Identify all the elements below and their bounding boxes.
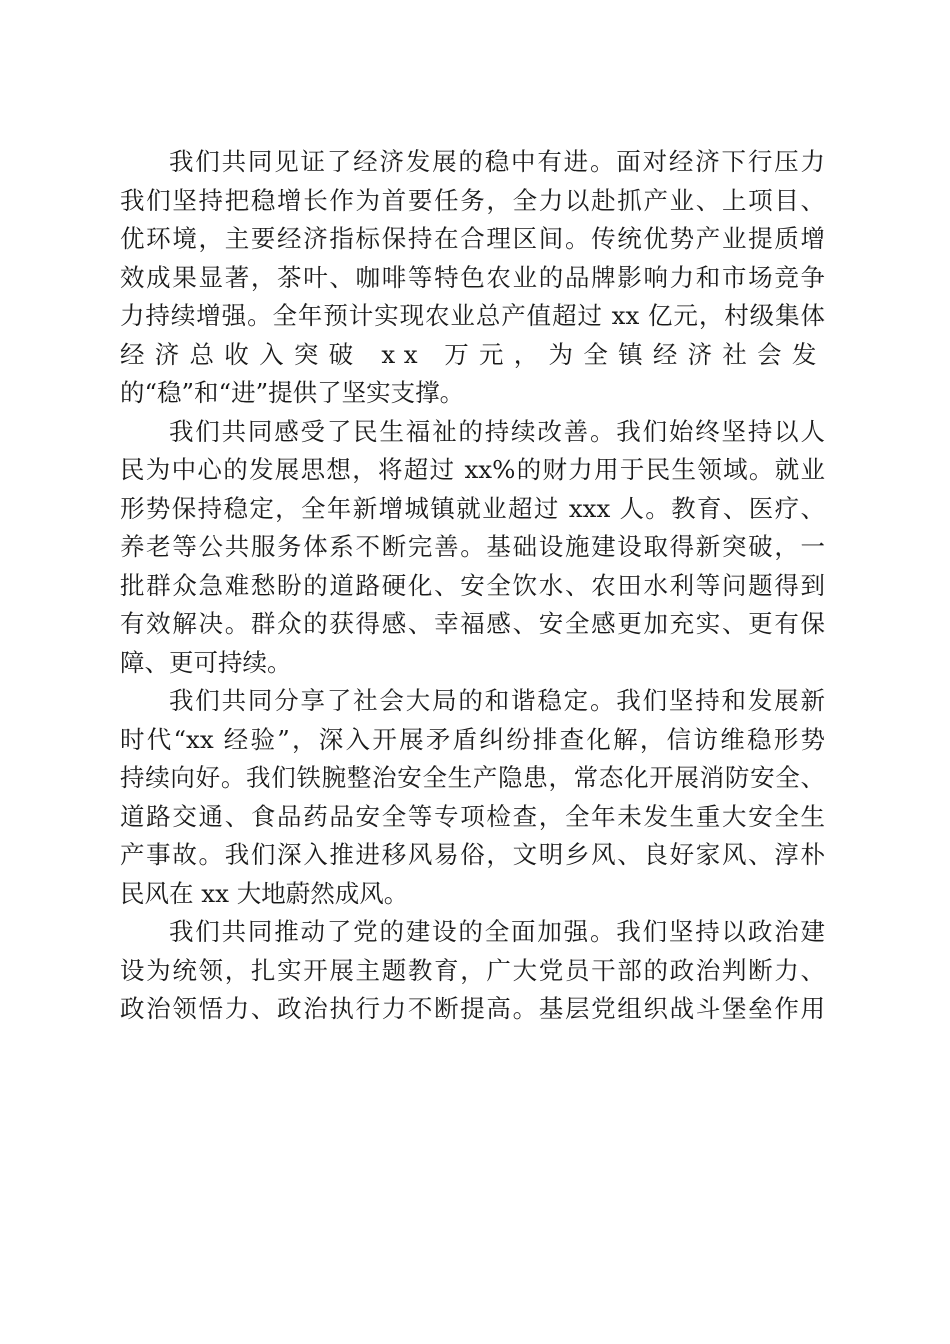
paragraph-4-line-2: 设为统领，扎实开展主题教育，广大党员干部的政治判断力、 [120,955,825,985]
paragraph-1-line-5: 力持续增强。全年预计实现农业总产值超过 xx 亿元，村级集体 [120,301,825,330]
paragraph-1-line-3: 优环境，主要经济指标保持在合理区间。传统优势产业提质增 [120,224,825,253]
paragraph-3-line-4: 道路交通、食品药品安全等专项检查，全年未发生重大安全生 [120,801,825,831]
paragraph-1-line-2: 我们坚持把稳增长作为首要任务，全力以赴抓产业、上项目、 [120,185,825,215]
paragraph-2-line-4: 养老等公共服务体系不断完善。基础设施建设取得新突破，一 [120,532,825,561]
paragraph-3-line-6: 民风在 xx 大地蔚然成风。 [120,878,409,908]
paragraph-2-line-2: 民为中心的发展思想，将超过 xx%的财力用于民生领域。就业 [120,455,825,484]
paragraph-3-line-2: 时代“xx 经验”，深入开展矛盾纠纷排查化解，信访维稳形势 [120,724,825,754]
paragraph-2-line-1: 我们共同感受了民生福祉的持续改善。我们始终坚持以人 [169,416,825,446]
paragraph-1-line-4: 效成果显著，茶叶、咖啡等特色农业的品牌影响力和市场竞争 [120,262,825,292]
paragraph-2-line-5: 批群众急难愁盼的道路硬化、安全饮水、农田水利等问题得到 [120,570,825,600]
paragraph-2-line-7: 障、更可持续。 [120,647,292,677]
paragraph-3-line-1: 我们共同分享了社会大局的和谐稳定。我们坚持和发展新 [169,686,825,715]
paragraph-1-line-6: 经济总收入突破 xx 万元，为全镇经济社会发 [120,339,825,369]
paragraph-3-line-3: 持续向好。我们铁腕整治安全生产隐患，常态化开展消防安全、 [120,763,825,792]
paragraph-3-line-5: 产事故。我们深入推进移风易俗，文明乡风、良好家风、淳朴 [120,840,825,869]
paragraph-1-line-7: 的“稳”和“进”提供了坚实支撑。 [120,378,465,407]
paragraph-4-line-1: 我们共同推动了党的建设的全面加强。我们坚持以政治建 [169,917,825,946]
paragraph-4-line-3: 政治领悟力、政治执行力不断提高。基层党组织战斗堡垒作用 [120,994,825,1023]
paragraph-1-line-1: 我们共同见证了经济发展的稳中有进。面对经济下行压力 [169,147,825,176]
paragraph-2-line-3: 形势保持稳定，全年新增城镇就业超过 xxx 人。教育、医疗、 [120,493,825,523]
paragraph-2-line-6: 有效解决。群众的获得感、幸福感、安全感更加充实、更有保 [120,609,825,638]
document-body [120,143,825,1029]
